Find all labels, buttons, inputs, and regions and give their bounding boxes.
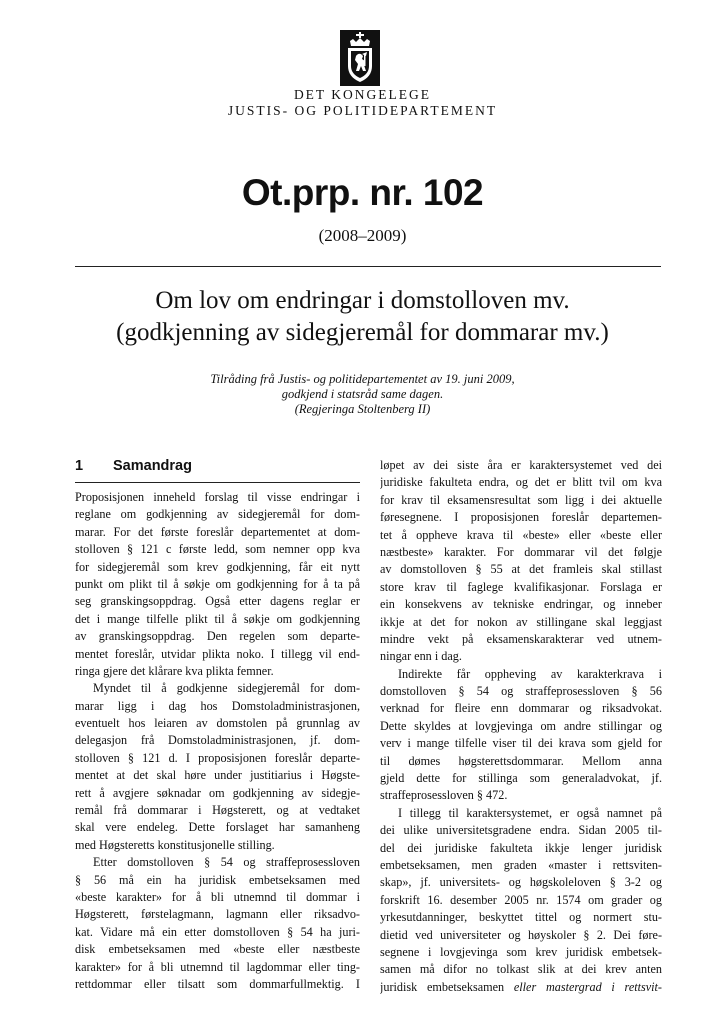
text-line: punkt om plikt til å søkje om godkjenning for å ta på [75, 576, 360, 591]
recommendation-line3: (Regjeringa Stoltenberg II) [294, 402, 431, 416]
text-line: I tillegg til karaktersystemet, er også namnet på [398, 805, 662, 820]
body-column-left [75, 489, 360, 993]
text-line: eventuelt hos leiaren av domstolen på grunnlag av [75, 716, 360, 731]
text-line: stolloven § 121 c første ledd, som nemner opp kva [75, 542, 360, 557]
text-line: mindre vekt på eksamenskarakterar ved utnem- [380, 631, 662, 646]
section-title: Samandrag [113, 458, 192, 474]
text-line: domstolloven § 54 og straffeprosessloven § 56 [380, 684, 662, 699]
text-line [380, 979, 662, 996]
text-line: disk embetseksamen med «beste eller næstbeste [75, 942, 360, 957]
text-line: embetseksamen, men graden «master i rettsviten- [380, 857, 662, 872]
section-number: 1 [75, 458, 84, 474]
text-line: del dei juridiske fakulteta ikkje lenger juridisk [380, 840, 662, 855]
text-line: ikkje at det for nokon av stillingane skal leggjast [380, 614, 662, 629]
text-line: Myndet til å godkjenne sidegjeremål for dom- [93, 681, 360, 696]
section-heading [75, 458, 360, 478]
text-line: remål frå dommarar i Høgsterett, og at vedtaket [75, 803, 360, 818]
text-line: det i mange tilfelle plikt til å søkje om godkjenning [75, 611, 360, 626]
text-line: samen må difor no tolkast slik at dei krev anten [380, 962, 662, 977]
text-line: delegasjon frå Domstoladministrasjonen, jf. dom- [75, 733, 360, 748]
text-line: Høgsterett, førstelagmann, lagmann eller riksadvo- [75, 907, 360, 922]
text-line: skal vere endeleg. Dette forslaget har samanheng [75, 820, 360, 835]
session-years: (2008–2009) [318, 226, 407, 245]
text-line: av granskingsoppdrag. Den regelen som departe- [75, 629, 360, 644]
text-line: verknad for fleire enn dommarar og riksadvokat. [380, 701, 662, 716]
text-line: av domstolloven § 55 at det framleis skal stillast [380, 562, 662, 577]
text-line: § 56 må ein ha juridisk embetseksamen med [75, 872, 360, 887]
text-line: «beste karakter» for å bli utnemnd til dommar i [75, 889, 360, 904]
text-line: Indirekte får oppheving av karakterkrava i [398, 666, 662, 681]
document-title-line2: (godkjenning av sidegjeremål for dommarar mv.) [116, 319, 609, 346]
text-line: næstbeste» karakter. For dommarar vil det følgje [380, 544, 662, 559]
text-line: kat. Vidare må ein etter domstolloven § 54 ha juri- [75, 924, 360, 939]
text-line: verv i mange tilfelle viser til dei krava som gjeld for [380, 736, 662, 751]
text-line: føresegnene. I proposisjonen foreslår departemen- [380, 510, 662, 525]
text-line: Etter domstolloven § 54 og straffeprosessloven [93, 855, 360, 870]
text-line: rett å avgjere søknadar om godkjenning av sidegje- [75, 785, 360, 800]
norwegian-coat-of-arms-icon [340, 30, 380, 86]
department-name-line1: DET KONGELEGE [293, 87, 432, 102]
text-line: ningar enn i dag. [380, 649, 462, 664]
text-line: marar ligg i dag hos Domstoladministrasjonen, [75, 698, 360, 713]
text-line: til dømes høgsterettsdommarar. Mellom anna [380, 753, 662, 768]
text-line: mentet foreslår, utvidar plikta noko. I tillegg vil end- [75, 646, 360, 661]
text-line: skap», jf. universitets- og høgskoleloven § 3-2 og [380, 875, 662, 890]
text-line: seg granskingsoppdrag. Også etter dagens reglar er [75, 594, 360, 609]
text-line: løpet av dei siste åra er karaktersystemet ved dei [380, 458, 662, 472]
text-line: marar. For det første foreslår departementet at dom- [75, 524, 360, 539]
text-line: Dette skyldes at lovgjevinga om andre stillingar og [380, 718, 662, 733]
text-line: gjeld dette for stillinga som generaladvokat, jf. [380, 771, 662, 786]
text-line: karakter» for å bli utnemnd til lagdommar eller ting- [75, 959, 360, 974]
title-divider [75, 266, 661, 267]
text-line: straffeprosessloven § 472. [380, 788, 508, 803]
text-line: stolloven § 121 d. I proposisjonen foreslår departe- [75, 750, 360, 765]
text-line: for sidegjeremål som krev godkjenning, får eit nytt [75, 559, 360, 574]
text-line: dei ulike universitetsgradene endra. Sidan 2005 til- [380, 823, 662, 838]
text-line: dietid ved universiteter og høyskoler § 2. Dei føre- [380, 927, 662, 942]
document-number: Ot.prp. nr. 102 [241, 172, 484, 213]
text-fragment: juridisk embetseksamen [380, 979, 505, 994]
recommendation-line2: godkjend i statsråd same dagen. [281, 387, 444, 401]
text-line: ein konsekvens av tekniske endringar, og inneber [380, 597, 662, 612]
text-line: tet å oppheve krava til «beste» eller «beste eller [380, 527, 662, 542]
text-line: Proposisjonen inneheld forslag til visse endringar i [75, 490, 360, 504]
text-line: mentet at det skal høre under justitiarius i Høgste- [75, 768, 360, 783]
text-line: ringa gjere det klårare kva plikta femner. [75, 663, 274, 678]
department-name-line2: JUSTIS- OG POLITIDEPARTEMENT [227, 103, 498, 118]
recommendation-line1: Tilråding frå Justis- og politidepartementet av 19. juni 2009, [210, 372, 515, 386]
text-line: juridiske fakulteta endra, og det er blitt tvil om kva [380, 475, 662, 490]
section-divider [75, 482, 360, 483]
body-column-right [380, 457, 662, 996]
document-title-line1: Om lov om endringar i domstolloven mv. [155, 287, 570, 314]
text-line: yrkesutdanninger, beskyttet tittel og normert stu- [380, 910, 662, 925]
text-line: forskrift 16. desember 2005 nr. 1574 om grader og [380, 892, 662, 907]
italic-text-fragment: eller mastergrad i rettsvit- [513, 979, 662, 994]
text-line: store krav til faglege kvalifikasjonar. Forslaga er [380, 579, 662, 594]
text-line: rettdommar eller tilsatt som dommarfullmektig. I [75, 976, 360, 991]
text-line: segnene i lovgjevinga som krev juridisk embetsek- [380, 944, 662, 959]
text-line: reglane om godkjenning av sidegjeremål for dom- [75, 507, 360, 522]
text-line: for krav til eksamensresultat som ligg i dei aktuelle [380, 492, 662, 507]
text-line: med Høgsteretts konstitusjonelle stilling. [75, 837, 275, 852]
